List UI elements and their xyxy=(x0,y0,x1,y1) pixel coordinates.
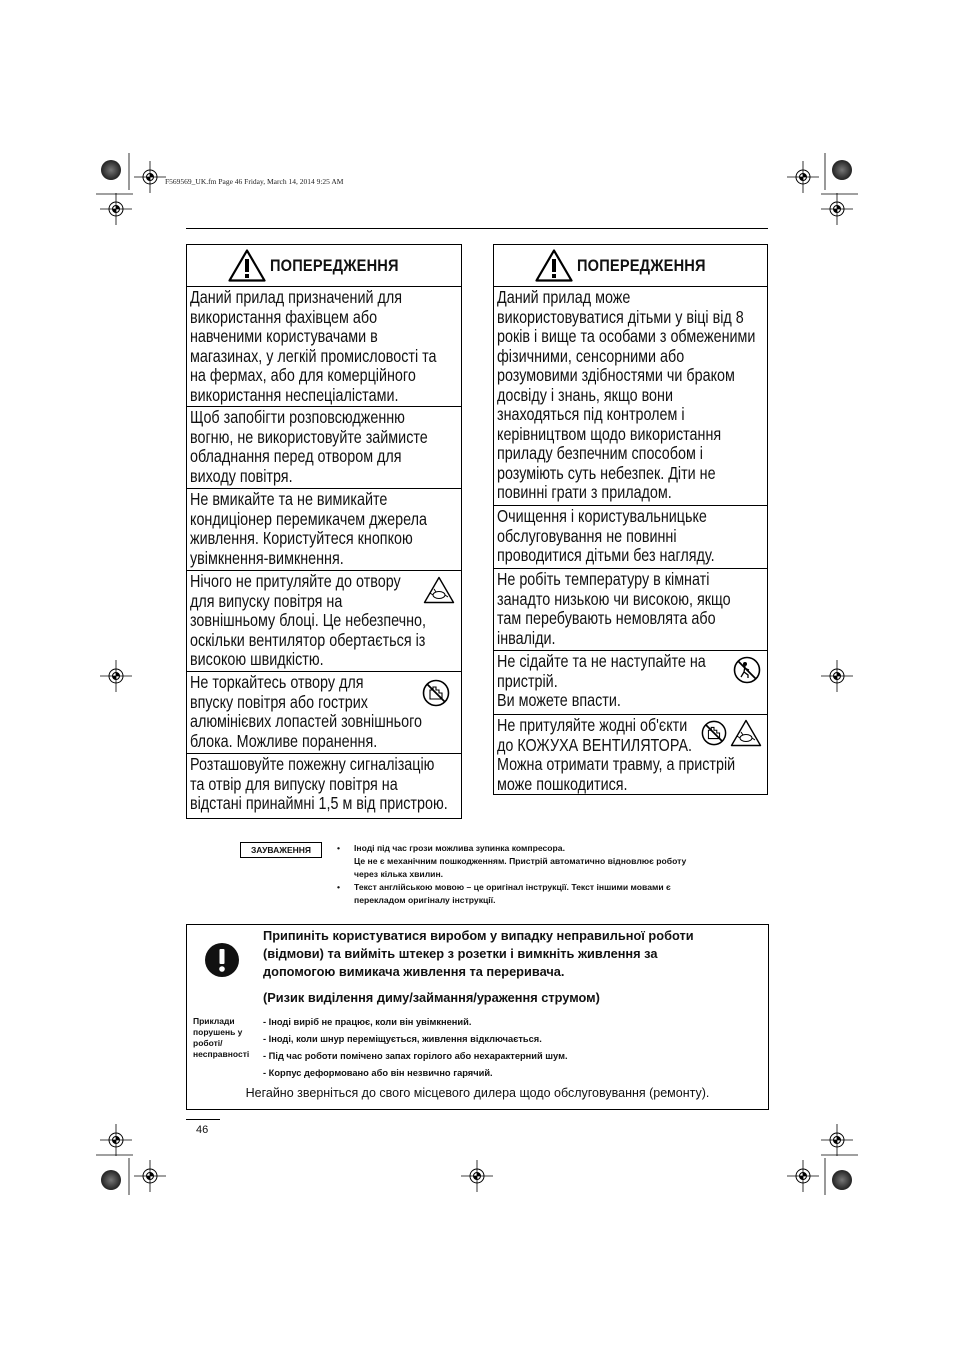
registration-dot xyxy=(101,1170,121,1190)
note-item xyxy=(337,842,762,881)
header-rule xyxy=(186,228,768,229)
warning-text: Не робіть температуру в кімнаті занадто низькою чи високою, якщо там перебувають немовлята або інваліди. xyxy=(497,569,731,648)
note-item xyxy=(337,881,762,907)
no-touch-icon xyxy=(701,720,727,746)
bullet: • xyxy=(337,882,341,892)
no-step-icon xyxy=(733,656,761,684)
warning-item xyxy=(187,672,461,754)
example-item: - Під час роботи помічено запах горілого або нехарактерний шум. xyxy=(263,1051,568,1061)
warning-item xyxy=(187,571,461,672)
right-warning-column xyxy=(493,244,768,795)
warning-title: ПОПЕРЕДЖЕННЯ xyxy=(576,255,706,275)
warning-text: Не сідайте та не наступайте на пристрій. Ви можете впасти. xyxy=(497,651,706,710)
example-item: - Корпус деформовано або він незвично гарячий. xyxy=(263,1068,493,1078)
warning-text: Нічого не притуляйте до отвору для випуску повітря на зовнішньому блоці. Це небезпечно, оскільки вентилятор обертається із високою швидкістю. xyxy=(190,571,426,669)
warning-item xyxy=(187,754,461,816)
no-touch-icon xyxy=(422,679,450,707)
file-info: F569569_UK.fm Page 46 Friday, March 14, 2014 9:25 AM xyxy=(165,177,344,186)
note-label: ЗАУВАЖЕННЯ xyxy=(240,842,322,858)
stop-heading: Припиніть користуватися виробом у випадку неправильної роботи (відмови) та вийміть штекер з розетки і вимкніть живлення за допомогою вимикача живлення та переривача. xyxy=(263,928,694,979)
fan-hazard-icon xyxy=(423,576,455,604)
warning-text: Не торкайтесь отвору для впуску повітря або гострих алюмінієвих лопастей зовнішнього блока. Можливе поранення. xyxy=(190,672,423,751)
fan-hazard-icon xyxy=(730,719,762,747)
warning-header xyxy=(494,245,767,287)
warning-item xyxy=(494,651,767,715)
warning-item xyxy=(187,489,461,571)
left-warning-column xyxy=(186,244,462,819)
warning-item xyxy=(187,287,461,407)
warning-title: ПОПЕРЕДЖЕННЯ xyxy=(270,255,399,275)
warning-text: Щоб запобігти розповсюдженню вогню, не використовуйте займисте обладнання перед отвором для виходу повітря. xyxy=(190,407,428,486)
warning-text: Даний прилад призначений для використання фахівцем або навченими користувачами в магазинах, у легкій промисловості та на фермах, або для комерційного використання неспеціалістами. xyxy=(190,287,437,405)
registration-dot xyxy=(832,160,852,180)
note-text: Іноді під час грози можлива зупинка компресора. Це не є механічним пошкодженням. Пристрій автоматично відновлює роботу через кілька хвилин. xyxy=(354,843,687,879)
registration-dot xyxy=(832,1170,852,1190)
stop-use-box xyxy=(186,924,769,1110)
examples-label: Приклади порушень у роботі/ несправності xyxy=(193,1016,250,1059)
warning-item xyxy=(494,715,767,796)
page-number-rule xyxy=(186,1119,220,1120)
warning-header xyxy=(187,245,461,287)
warning-item xyxy=(494,569,767,651)
risk-text: (Ризик виділення диму/займання/ураження струмом) xyxy=(263,990,600,1005)
warning-text: Даний прилад може використовуватися дітьми у віці від 8 років і вище та особами з обмеженими фізичними, сенсорними або розумовими здібностями чи браком досвіду і знань, якщо вони знаходяться під контролем і керівництвом щодо використання приладу безпечним способом і розуміють суть небезпек. Діти не повинні грати з приладом. xyxy=(497,287,756,502)
warning-text: Не притуляйте жодні об'єкти до КОЖУХА ВЕНТИЛЯТОРА. Можна отримати травму, а пристрій може пошкодитися. xyxy=(497,715,736,794)
bullet: • xyxy=(337,843,341,853)
warning-item xyxy=(187,407,461,489)
warning-item xyxy=(494,287,767,506)
warning-text: Очищення і користувальницьке обслуговування не повинні проводитися дітьми без нагляду. xyxy=(497,506,715,565)
warning-item xyxy=(494,506,767,569)
warning-triangle-icon xyxy=(535,249,573,282)
note-text: Текст англійською мовою – це оригінал інструкції. Текст іншими мовами є перекладом оригіналу інструкції. xyxy=(354,882,671,905)
warning-text: Розташовуйте пожежну сигналізацію та отвір для випуску повітря на відстані принаймні 1,5 м від пристрою. xyxy=(190,754,448,813)
example-item: - Іноді, коли шнур переміщується, живлення відключається. xyxy=(263,1034,542,1044)
mandatory-action-icon xyxy=(204,942,240,978)
warning-triangle-icon xyxy=(228,249,266,282)
contact-dealer-text: Негайно зверніться до свого місцевого дилера щодо обслуговування (ремонту). xyxy=(245,1086,710,1100)
registration-dot xyxy=(101,160,121,180)
page-number: 46 xyxy=(196,1124,209,1136)
warning-text: Не вмикайте та не вимикайте кондиціонер перемикачем джерела живлення. Користуйтеся кнопкою увімкнення-вимкнення. xyxy=(190,489,427,568)
example-item: - Іноді виріб не працює, коли він увімкнений. xyxy=(263,1017,472,1027)
examples-list xyxy=(263,1014,568,1082)
note-list xyxy=(337,842,762,907)
